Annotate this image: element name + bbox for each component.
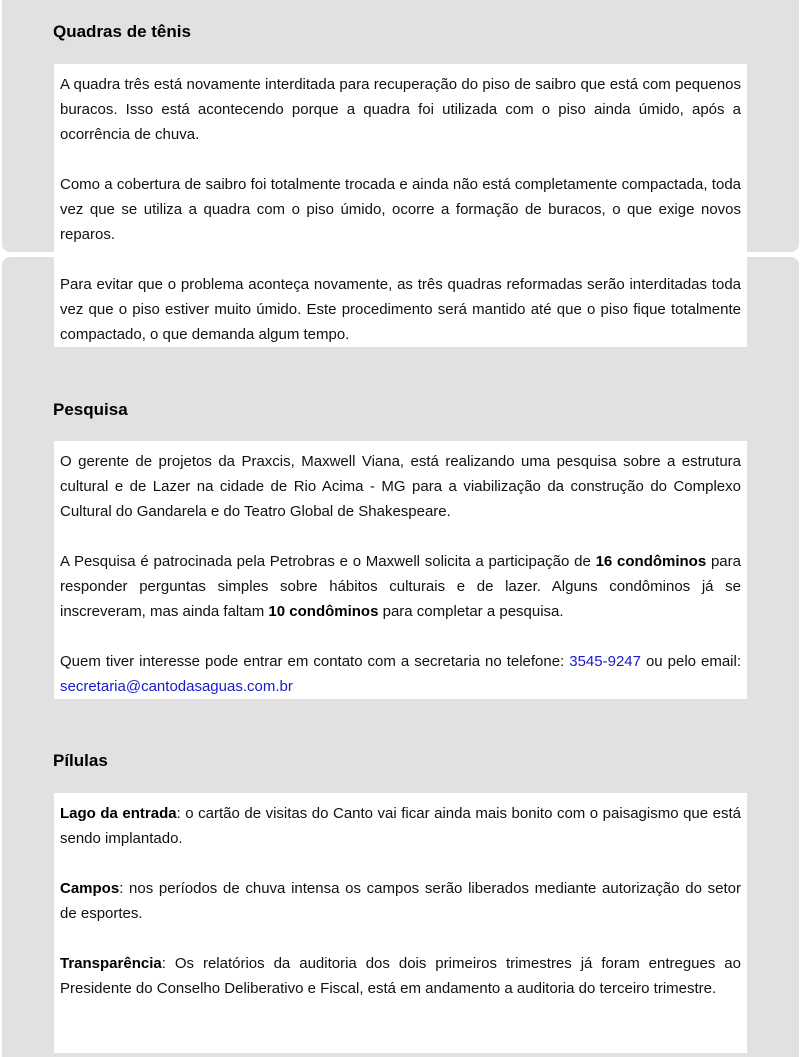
article-pesquisa bbox=[54, 441, 747, 699]
email-link[interactable]: secretaria@cantodasaguas.com.br bbox=[60, 678, 293, 695]
paragraph: Para evitar que o problema aconteça novamente, as três quadras reformadas serão interditadas toda vez que o piso estiver muito úmido. Este procedimento será mantido até que o piso fique totalmente compactado, o que demanda algum tempo. bbox=[60, 276, 741, 343]
item-label: Transparência bbox=[60, 955, 162, 972]
list-item: Lago da entrada: o cartão de visitas do Canto vai ficar ainda mais bonito com o paisagismo que está sendo implantado. bbox=[60, 805, 741, 847]
highlight-count: 16 condôminos bbox=[595, 553, 707, 570]
paragraph: O gerente de projetos da Praxcis, Maxwell Viana, está realizando uma pesquisa sobre a estrutura cultural e de Lazer na cidade de Rio Acima - MG para a viabilização da construção do Complexo Cultural do Gandarela e do Teatro Global de Shakespeare. bbox=[60, 453, 741, 520]
section-title-pesquisa: Pesquisa bbox=[53, 400, 128, 419]
list-item: Campos: nos períodos de chuva intensa os campos serão liberados mediante autorização do setor de esportes. bbox=[60, 880, 741, 922]
section-title-pilulas: Pílulas bbox=[53, 751, 108, 770]
list-item: Transparência: Os relatórios da auditoria dos dois primeiros trimestres já foram entregues ao Presidente do Conselho Deliberativo e Fiscal, está em andamento a auditoria do terceiro trimestre. bbox=[60, 955, 741, 997]
section-title-quadras: Quadras de tênis bbox=[53, 22, 191, 41]
article-pilulas bbox=[54, 793, 747, 1053]
paragraph: A Pesquisa é patrocinada pela Petrobras e o Maxwell solicita a participação de 16 condôminos para responder perguntas simples sobre hábitos culturais e de lazer. Alguns condôminos já se inscreveram, mas ainda faltam 10 condôminos para completar a pesquisa. bbox=[60, 553, 741, 620]
item-label: Campos bbox=[60, 880, 120, 897]
article-quadras bbox=[54, 64, 747, 347]
item-label: Lago da entrada bbox=[60, 805, 177, 822]
paragraph: Como a cobertura de saibro foi totalmente trocada e ainda não está completamente compactada, toda vez que se utiliza a quadra com o piso úmido, ocorre a formação de buracos, o que exige novos reparos. bbox=[60, 176, 741, 243]
paragraph: A quadra três está novamente interditada para recuperação do piso de saibro que está com pequenos buracos. Isso está acontecendo porque a quadra foi utilizada com o piso ainda úmido, após a ocorrência de chuva. bbox=[60, 76, 741, 143]
highlight-count: 10 condôminos bbox=[268, 603, 379, 620]
paragraph: Quem tiver interesse pode entrar em contato com a secretaria no telefone: 3545-9247 ou pelo email: secretaria@cantodasaguas.com.br bbox=[60, 653, 741, 695]
phone-link[interactable]: 3545-9247 bbox=[569, 653, 641, 670]
